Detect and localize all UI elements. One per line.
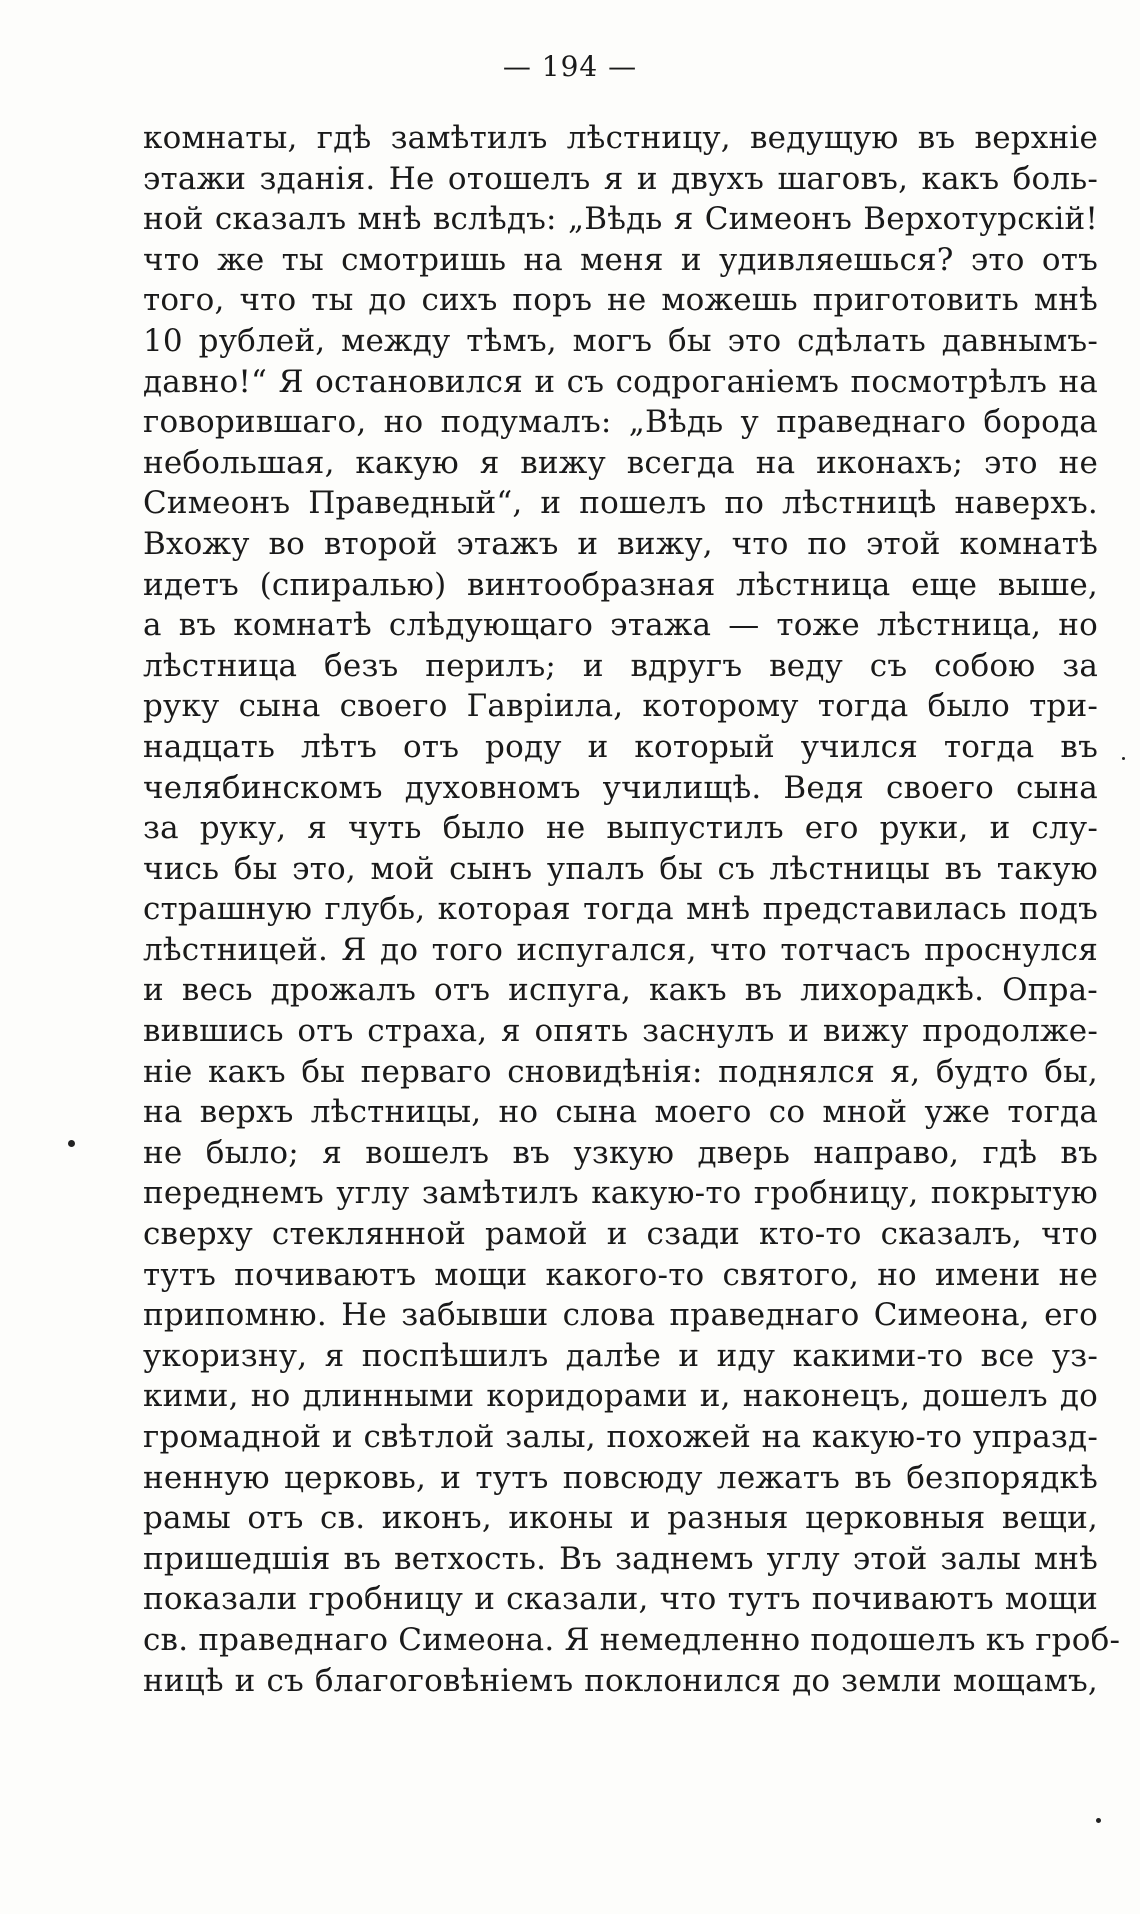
text-line: лѣстница безъ перилъ; и вдругъ веду съ собою за: [143, 647, 1098, 684]
text-line: надцать лѣтъ отъ роду и который учился тогда въ: [143, 728, 1098, 765]
text-line: что же ты смотришь на меня и удивляешься? это отъ: [143, 241, 1098, 278]
text-line: челябинскомъ духовномъ училищѣ. Ведя своего сына: [143, 769, 1098, 806]
print-speck: [1096, 1818, 1101, 1823]
text-line: Симеонъ Праведный“, и пошелъ по лѣстницѣ наверхъ.: [143, 485, 1098, 522]
text-line: а въ комнатѣ слѣдующаго этажа — тоже лѣстница, но: [143, 607, 1098, 644]
text-line: тутъ почиваютъ мощи какого-то святого, но имени не: [143, 1256, 1098, 1293]
text-line: укоризну, я поспѣшилъ далѣе и иду какими-то все уз-: [143, 1337, 1098, 1374]
text-line: кими, но длинными коридорами и, наконецъ, дошелъ до: [143, 1378, 1098, 1415]
text-line: св. праведнаго Симеона. Я немедленно подошелъ къ гроб-: [143, 1621, 1121, 1658]
print-speck: [68, 1140, 75, 1147]
text-line: за руку, я чуть было не выпустилъ его руки, и слу-: [143, 810, 1098, 847]
text-line: того, что ты до сихъ поръ не можешь приготовить мнѣ: [143, 282, 1098, 319]
text-line: небольшая, какую я вижу всегда на иконахъ; это не: [143, 444, 1098, 481]
text-line: громадной и свѣтлой залы, похожей на какую-то упразд-: [143, 1419, 1098, 1455]
text-line: комнаты, гдѣ замѣтилъ лѣстницу, ведущую въ верхніе: [143, 120, 1098, 156]
body-text: [143, 118, 1121, 1701]
page-number: — 194 —: [502, 50, 638, 83]
text-line: ненную церковь, и тутъ повсюду лежатъ въ безпорядкѣ: [143, 1459, 1098, 1496]
text-line: пришедшія въ ветхость. Въ заднемъ углу этой залы мнѣ: [143, 1540, 1098, 1577]
text-line: страшную глубь, которая тогда мнѣ представилась подъ: [143, 891, 1098, 928]
text-line: припомню. Не забывши слова праведнаго Симеона, его: [143, 1297, 1098, 1334]
text-line: чись бы это, мой сынъ упалъ бы съ лѣстницы въ такую: [143, 850, 1098, 887]
text-line: рамы отъ св. иконъ, иконы и разныя церковныя вещи,: [143, 1500, 1098, 1537]
text-line: руку сына своего Гавріила, которому тогда было три-: [143, 688, 1098, 725]
text-line: ніе какъ бы перваго сновидѣнія: поднялся я, будто бы,: [143, 1053, 1098, 1090]
text-line: этажи зданія. Не отошелъ я и двухъ шаговъ, какъ боль-: [143, 160, 1098, 197]
text-line: переднемъ углу замѣтилъ какую-то гробницу, покрытую: [143, 1175, 1098, 1212]
text-line: сверху стеклянной рамой и сзади кто-то сказалъ, что: [143, 1216, 1098, 1253]
text-line: и весь дрожалъ отъ испуга, какъ въ лихорадкѣ. Опра-: [143, 972, 1098, 1009]
text-line: ницѣ и съ благоговѣніемъ поклонился до земли мощамъ,: [143, 1662, 1098, 1699]
text-line: идетъ (спиралью) винтообразная лѣстница еще выше,: [143, 566, 1098, 603]
text-line: вившись отъ страха, я опять заснулъ и вижу продолже-: [143, 1013, 1098, 1050]
text-line: показали гробницу и сказали, что тутъ почиваютъ мощи: [143, 1581, 1098, 1618]
text-line: на верхъ лѣстницы, но сына моего со мной уже тогда: [143, 1094, 1098, 1131]
text-line: Вхожу во второй этажъ и вижу, что по этой комнатѣ: [143, 525, 1098, 562]
print-speck: [1122, 757, 1125, 760]
text-line: 10 рублей, между тѣмъ, могъ бы это сдѣлать давнымъ-: [143, 322, 1098, 359]
text-line: ной сказалъ мнѣ вслѣдъ: „Вѣдь я Симеонъ Верхотурскій!: [143, 201, 1098, 238]
text-line: давно!“ Я остановился и съ содроганіемъ посмотрѣлъ на: [143, 363, 1098, 400]
text-line: говорившаго, но подумалъ: „Вѣдь у праведнаго борода: [143, 404, 1098, 441]
text-line: не было; я вошелъ въ узкую дверь направо, гдѣ въ: [143, 1134, 1098, 1171]
text-line: лѣстницей. Я до того испугался, что тотчасъ проснулся: [143, 931, 1098, 968]
